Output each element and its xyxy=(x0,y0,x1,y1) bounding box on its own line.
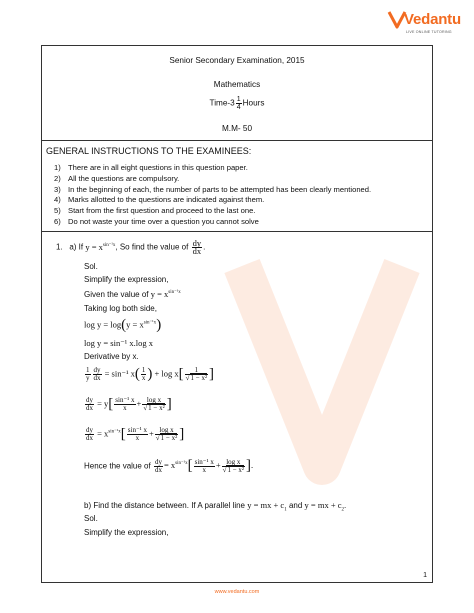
time-fraction: $\frac{1}{4}$ xyxy=(236,96,241,111)
given-line: Given the value of $y = x^{sin^{-1}x}$ xyxy=(84,289,181,299)
sol-label: Sol. xyxy=(84,262,98,271)
sol-b-label: Sol. xyxy=(84,514,98,523)
exam-title: Senior Secondary Examination, 2015 xyxy=(169,56,305,65)
footer-url[interactable]: www.vedantu.com xyxy=(214,589,260,595)
list-item: 3) In the beginning of each, the number of parts to be attempted has been clearly mentioned. xyxy=(54,184,372,194)
derivative-equation-1: $\frac{1}{y}$ $\frac{dy}{dx}$ = sin⁻¹ x( $\frac{1}{x}$ ) + log x[ $\frac{1}{\text{√1 − x²}}$ ] xyxy=(86,366,215,382)
subject-title: Mathematics xyxy=(213,80,261,89)
dy-dx-fraction: $\frac{dy}{dx}$ xyxy=(192,238,202,256)
list-item: 4) Marks allotted to the questions are indicated against them. xyxy=(54,195,265,205)
divider xyxy=(42,140,432,141)
logo-tagline: LIVE ONLINE TUTORING xyxy=(406,30,452,34)
instructions-list xyxy=(54,163,371,228)
question-1a: 1. a) If $y = x^{sin^{-1}x}$, So find the value of $\frac{dy}{dx}$ . xyxy=(56,238,206,256)
logo-wordmark: Vedantu xyxy=(404,11,461,28)
time-line xyxy=(42,96,432,111)
time-suffix: Hours xyxy=(242,98,265,108)
time-prefix: Time-3 xyxy=(209,98,235,108)
derivative-equation-2: $\frac{dy}{dx}$ = y[ $\frac{\text{sin⁻¹ x}}{x}$ + $\frac{\text{log x}}{\text{√1 − x²}}$ ] xyxy=(86,396,172,412)
vedantu-logo xyxy=(382,6,461,42)
hence-line: Hence the value of $\frac{dy}{dx}$ = $x^{sin^{-1}x}$[ $\frac{\text{sin⁻¹ x}}{x}$ + $\frac{\text{log x}}{\text{√1 − x²}}$ ]. xyxy=(84,458,254,474)
list-item: 2) All the questions are compulsory. xyxy=(54,173,180,183)
list-item: 5) Start from the first question and proceed to the last one. xyxy=(54,206,256,216)
list-item: 6) Do not waste your time over a question you cannot solve xyxy=(54,216,259,226)
question-1b: b) Find the distance between. If A parallel line y = mx + $c_1$ and y = mx + $c_2$. xyxy=(84,500,347,513)
taking-log-line: Taking log both side, xyxy=(84,304,157,313)
divider xyxy=(42,231,432,232)
derivative-equation-3: $\frac{dy}{dx}$ = $x^{sin^{-1}x}$[ $\frac{\text{sin⁻¹ x}}{x}$ + $\frac{\text{log x}}{\text{√1 − x²}}$ ] xyxy=(86,426,185,442)
simplify-b-line: Simplify the expression, xyxy=(84,528,169,537)
log-equation-1: $\log y = \log(y = x^{sin^{-1}x})$ xyxy=(84,317,162,333)
exam-page-frame xyxy=(41,45,433,583)
log-equation-2: log y = sin⁻¹ x.log x xyxy=(84,338,153,348)
derivative-line: Derivative by x. xyxy=(84,352,139,361)
list-item: 1) There are in all eight questions in this question paper. xyxy=(54,163,248,172)
max-marks: M.M- 50 xyxy=(221,124,253,133)
page-number: 1 xyxy=(423,572,427,579)
simplify-line: Simplify the expression, xyxy=(84,275,169,284)
general-instructions-title: GENERAL INSTRUCTIONS TO THE EXAMINEES: xyxy=(46,146,252,156)
watermark-v-icon xyxy=(222,246,422,486)
